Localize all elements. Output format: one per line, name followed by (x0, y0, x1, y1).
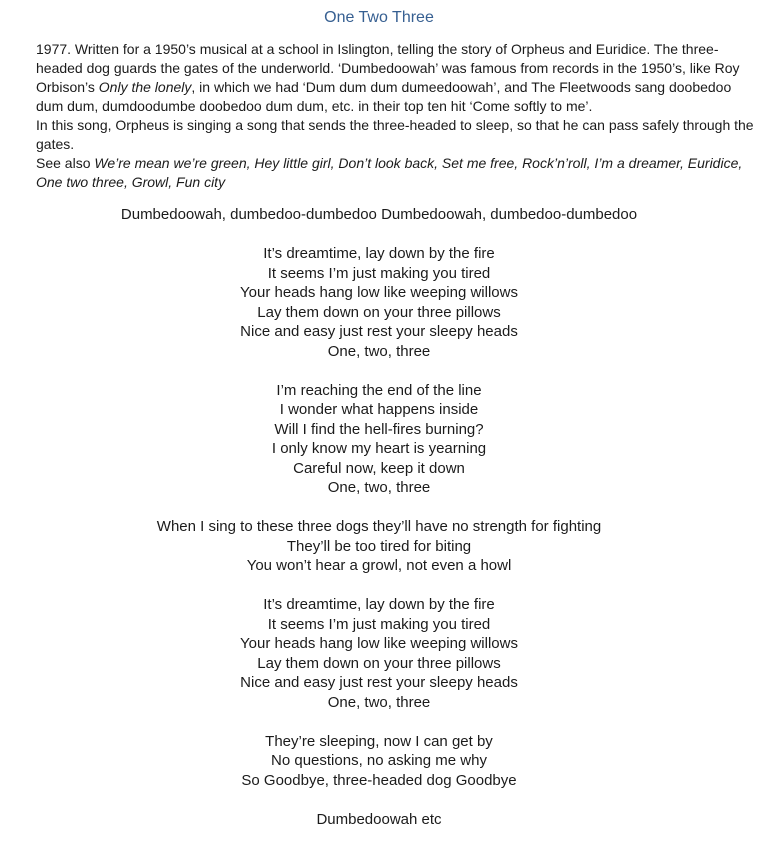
lyric-line: They’ll be too tired for biting (286, 537, 472, 555)
intro-text-segment: Orbison’s (36, 79, 99, 95)
lyric-line: It’s dreamtime, lay down by the fire (263, 245, 495, 262)
lyric-line: I only know my heart is yearning (271, 440, 487, 457)
lyric-line: Dumbedoowah, dumbedoo-dumbedoo Dumbedoowah, dumbedoo-dumbedoo (120, 206, 638, 223)
intro-line (36, 78, 732, 97)
intro-text-segment: gates. (36, 136, 75, 152)
lyric-line: Careful now, keep it down (293, 459, 465, 477)
lyric-line: Nice and easy just rest your sleepy heads (240, 674, 518, 691)
lyric-line: I wonder what happens inside (279, 401, 479, 418)
lyric-line: Will I find the hell-fires burning? (274, 420, 484, 438)
lyric-line: I’m reaching the end of the line (276, 381, 482, 399)
lyric-line: You won’t hear a growl, not even a howl (246, 557, 512, 574)
lyric-line: They’re sleeping, now I can get by (265, 732, 493, 750)
lyric-line: It seems I’m just making you tired (267, 264, 491, 282)
intro-text-segment: dum dum, dumdoodumbe doobedoo dum dum, etc. in their top ten hit ‘Come softly to me’. (36, 98, 593, 114)
stanza (36, 595, 722, 712)
stanza (36, 517, 722, 576)
intro-line (36, 97, 722, 116)
lyric-line: One, two, three (327, 693, 431, 711)
intro-text-segment: In this song, Orpheus is singing a song that sends the three-headed to sleep, so that he can pass safely through the (36, 117, 754, 133)
intro-text-segment: headed dog guards the gates of the underworld. ‘Dumbedoowah’ was famous from records in the 1950’s, like Roy (36, 60, 740, 76)
lyric-line: Dumbedoowah etc (316, 810, 442, 828)
lyric-line: Your heads hang low like weeping willows (240, 635, 518, 652)
intro-text-segment: 1977. Written for a 1950’s musical at a school in Islington, telling the story of Orpheus and Euridice. The three- (36, 41, 719, 57)
lyrics (36, 205, 722, 829)
lyric-line: One, two, three (327, 342, 431, 360)
lyric-line: It’s dreamtime, lay down by the fire (263, 596, 495, 613)
intro-line (36, 59, 740, 78)
intro-line (36, 40, 722, 59)
lyric-line: Lay them down on your three pillows (257, 303, 501, 321)
lyric-line: When I sing to these three dogs they’ll have no strength for fighting (156, 518, 602, 535)
stanza (36, 244, 722, 361)
intro-line (36, 154, 743, 173)
lyric-line: No questions, no asking me why (271, 752, 487, 769)
stanza (36, 810, 722, 830)
intro-line (36, 116, 754, 135)
lyric-line: Lay them down on your three pillows (257, 654, 501, 672)
lyric-line: One, two, three (327, 479, 431, 496)
stanza (36, 732, 722, 791)
intro-italic-segment: We’re mean we’re green, Hey little girl, Don’t look back, Set me free, Rock’n’roll, I’m a dreamer, Euridice, (94, 155, 743, 171)
intro-italic-segment: Only the lonely (98, 79, 192, 95)
intro-paragraph (36, 40, 754, 192)
lyric-line: Nice and easy just rest your sleepy heads (240, 323, 518, 340)
intro-text-segment: See also (36, 155, 95, 171)
intro-text-segment: , in which we had ‘Dum dum dum dumeedoowah’, and The Fleetwoods sang doobedoo (191, 79, 732, 95)
stanza (36, 381, 722, 498)
stanza (36, 205, 722, 225)
lyric-line: Your heads hang low like weeping willows (240, 284, 518, 301)
page-title: One Two Three (324, 9, 434, 26)
intro-line (36, 173, 722, 192)
lyric-line: So Goodbye, three-headed dog Goodbye (241, 771, 517, 789)
intro-italic-segment: One two three, Growl, Fun city (36, 174, 226, 190)
lyric-line: It seems I’m just making you tired (267, 615, 491, 633)
intro-line (36, 135, 722, 154)
